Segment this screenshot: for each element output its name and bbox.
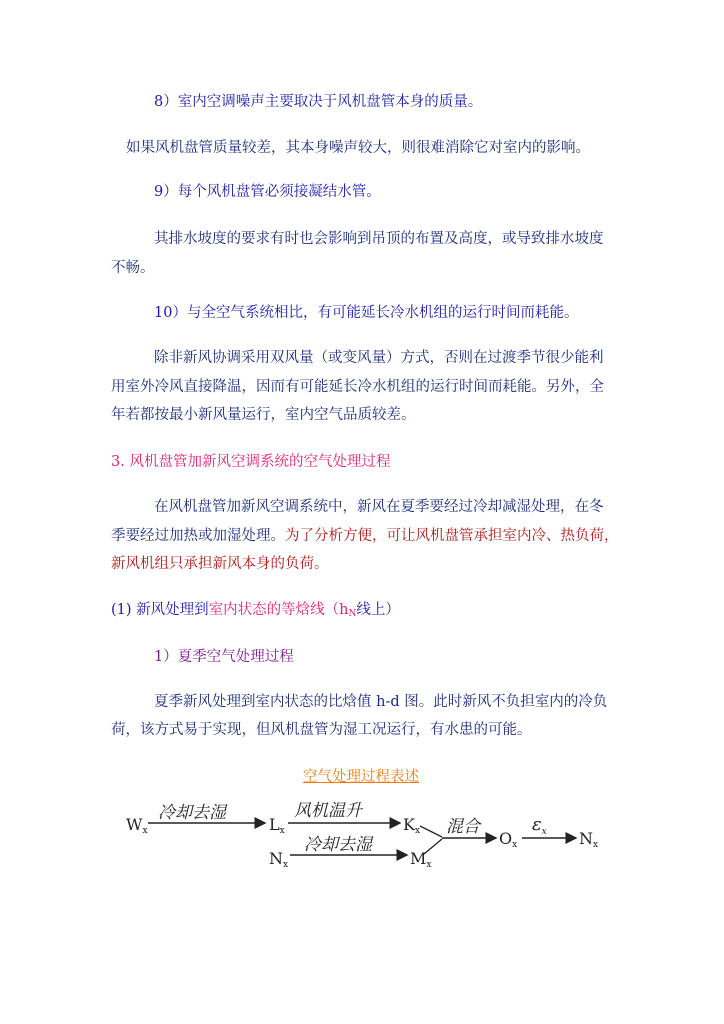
node-n-out: Nx <box>579 829 599 850</box>
label-epsilon: $\varepsilon_x$ <box>532 814 547 837</box>
node-o: Ox <box>499 829 518 850</box>
section-3-body-line1: 在风机盘管加新风空调系统中，新风在夏季要经过冷却减湿处理，在冬 <box>154 499 604 515</box>
subsection-1-subscript: N <box>348 609 357 619</box>
label-cool-dehum-top: 冷却去湿 <box>158 803 226 823</box>
node-w: Wx <box>126 815 148 836</box>
subsection-1-suffix: 线上） <box>356 602 400 618</box>
section-3-heading: 3. 风机盘管加新风空调系统的空气处理过程 <box>111 454 391 470</box>
subsection-1-heading <box>111 600 400 624</box>
merge-line-upper <box>420 826 442 837</box>
item-9-heading: 9）每个风机盘管必须接凝结水管。 <box>154 184 381 200</box>
summer-process-heading: 1）夏季空气处理过程 <box>154 649 294 665</box>
section-3-body-line2 <box>111 526 619 546</box>
section-3-body-line2-plain: 季要经过加热或加湿处理。 <box>111 528 285 544</box>
subsection-1-emph: 室内状态的等焓线（h <box>208 602 349 618</box>
label-mix: 混合 <box>446 817 480 837</box>
section-3-body-line3: 新风机组只承担新风本身的负荷。 <box>111 556 329 572</box>
item-8-body: 如果风机盘管质量较差，其本身噪声较大，则很难消除它对室内的影响。 <box>126 140 590 156</box>
summer-body-line2: 荷，该方式易于实现，但风机盘管为湿工况运行，有水患的可能。 <box>111 722 532 738</box>
item-8-heading: 8）室内空调噪声主要取决于风机盘管本身的质量。 <box>154 94 483 110</box>
summer-body-line1: 夏季新风处理到室内状态的比焓值 h-d 图。此时新风不负担室内的冷负 <box>154 694 608 710</box>
node-n-in: Nx <box>269 849 289 870</box>
label-cool-dehum-bottom: 冷却去湿 <box>304 835 372 855</box>
merge-line-lower <box>424 839 442 854</box>
subsection-1-prefix: (1) 新风处理到 <box>111 602 209 618</box>
item-9-body-line2: 不畅。 <box>111 260 155 276</box>
item-10-body-line3: 年若都按最小新风量运行，室内空气品质较差。 <box>111 407 416 423</box>
section-3-body-line2-highlight: 为了分析方便，可让风机盘管承担室内冷、热负荷， <box>285 528 619 544</box>
label-fan-heat: 风机温升 <box>294 801 362 821</box>
item-9-body-line1: 其排水坡度的要求有时也会影响到吊顶的布置及高度，或导致排水坡度 <box>154 231 604 247</box>
node-m: Mx <box>410 849 432 870</box>
node-k: Kx <box>403 815 421 836</box>
item-10-heading: 10）与全空气系统相比，有可能延长冷水机组的运行时间而耗能。 <box>154 305 579 321</box>
item-10-body-line2: 用室外冷风直接降温，因而有可能延长冷水机组的运行时间而耗能。另外，全 <box>111 379 604 395</box>
air-process-diagram <box>124 792 604 882</box>
item-10-body-line1: 除非新风协调采用双风量（或变风量）方式，否则在过渡季节很少能利 <box>154 350 604 366</box>
node-l: Lx <box>269 815 285 836</box>
diagram-title: 空气处理过程表述 <box>303 769 419 785</box>
